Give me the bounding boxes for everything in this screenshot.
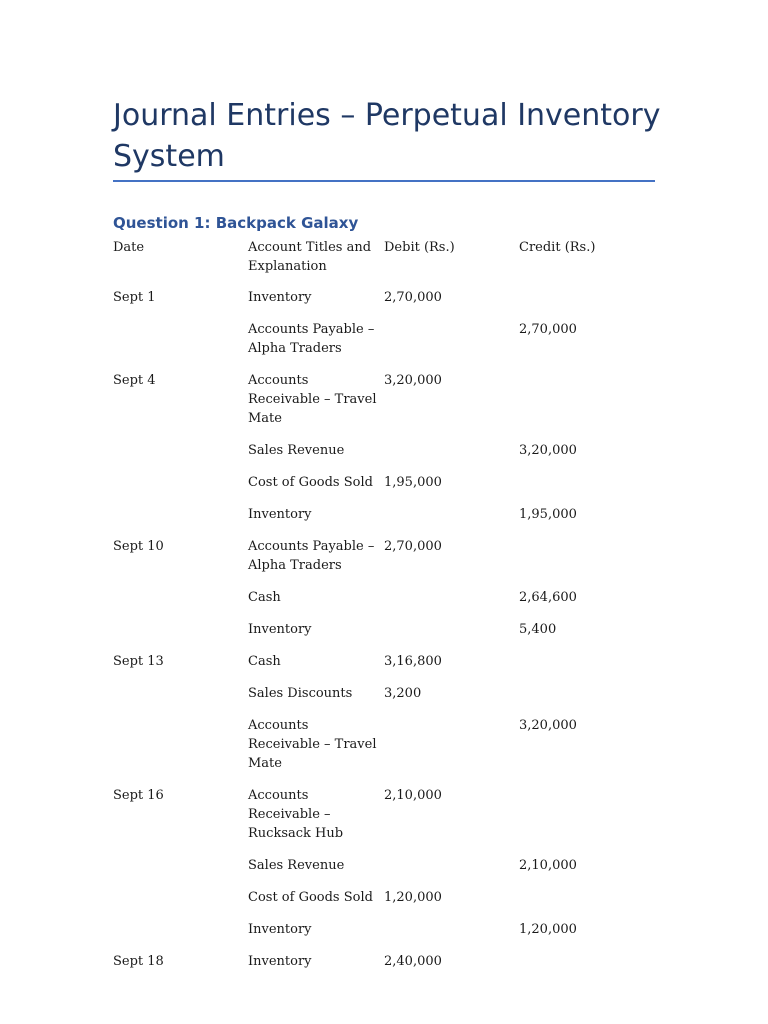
entry-debit: 1,95,000 <box>384 475 442 490</box>
entry-account: Accounts Payable – Alpha Traders <box>248 539 375 573</box>
journal-row <box>113 441 673 460</box>
journal-row <box>113 786 673 843</box>
header-date: Date <box>113 240 145 255</box>
entry-credit: 1,20,000 <box>519 922 577 937</box>
header-account: Account Titles and Explanation <box>248 240 372 274</box>
entry-credit: 3,20,000 <box>519 718 577 733</box>
journal-row <box>113 505 673 524</box>
journal-row <box>113 856 673 875</box>
journal-row <box>113 716 673 773</box>
header-credit: Credit (Rs.) <box>519 240 596 255</box>
entry-account: Inventory <box>248 290 312 305</box>
journal-row <box>113 684 673 703</box>
entry-account: Accounts Payable – Alpha Traders <box>248 322 375 356</box>
journal-header-row <box>113 238 673 276</box>
entry-debit: 3,20,000 <box>384 373 442 388</box>
entry-date: Sept 4 <box>113 373 156 388</box>
entry-account: Inventory <box>248 622 312 637</box>
entry-credit: 3,20,000 <box>519 443 577 458</box>
journal-row <box>113 620 673 639</box>
journal-row <box>113 588 673 607</box>
entry-account: Sales Revenue <box>248 858 345 873</box>
entry-debit: 2,70,000 <box>384 539 442 554</box>
journal-row <box>113 473 673 492</box>
entry-debit: 3,200 <box>384 686 422 701</box>
journal-row <box>113 537 673 575</box>
entry-date: Sept 18 <box>113 954 164 969</box>
journal-row <box>113 288 673 307</box>
header-debit: Debit (Rs.) <box>384 240 455 255</box>
entry-date: Sept 1 <box>113 290 156 305</box>
entry-debit: 3,16,800 <box>384 654 442 669</box>
entry-date: Sept 13 <box>113 654 164 669</box>
entry-debit: 2,10,000 <box>384 788 442 803</box>
entry-account: Accounts Receivable – Rucksack Hub <box>248 788 344 841</box>
entry-account: Sales Revenue <box>248 443 345 458</box>
entry-credit: 2,64,600 <box>519 590 577 605</box>
entry-credit: 2,70,000 <box>519 322 577 337</box>
entry-account: Accounts Receivable – Travel Mate <box>248 718 377 771</box>
title-underline <box>113 180 655 182</box>
entry-credit: 1,95,000 <box>519 507 577 522</box>
journal-row <box>113 952 673 971</box>
entry-date: Sept 10 <box>113 539 164 554</box>
entry-credit: 2,10,000 <box>519 858 577 873</box>
entry-account: Accounts Receivable – Travel Mate <box>248 373 377 426</box>
entry-account: Cash <box>248 654 281 669</box>
entry-account: Inventory <box>248 954 312 969</box>
entry-account: Cost of Goods Sold <box>248 890 373 905</box>
entry-account: Inventory <box>248 507 312 522</box>
entry-account: Cash <box>248 590 281 605</box>
entry-account: Inventory <box>248 922 312 937</box>
entry-credit: 5,400 <box>519 622 557 637</box>
page-title: Journal Entries – Perpetual Inventory System <box>113 98 661 174</box>
entry-account: Sales Discounts <box>248 686 353 701</box>
journal-row <box>113 652 673 671</box>
journal-row <box>113 920 673 939</box>
entry-debit: 1,20,000 <box>384 890 442 905</box>
journal-row <box>113 371 673 428</box>
entry-debit: 2,70,000 <box>384 290 442 305</box>
journal-row <box>113 320 673 358</box>
entry-date: Sept 16 <box>113 788 164 803</box>
journal-body <box>113 288 673 971</box>
question-heading: Question 1: Backpack Galaxy <box>113 214 359 232</box>
entry-account: Cost of Goods Sold <box>248 475 373 490</box>
entry-debit: 2,40,000 <box>384 954 442 969</box>
journal-row <box>113 888 673 907</box>
journal-table <box>113 238 673 984</box>
